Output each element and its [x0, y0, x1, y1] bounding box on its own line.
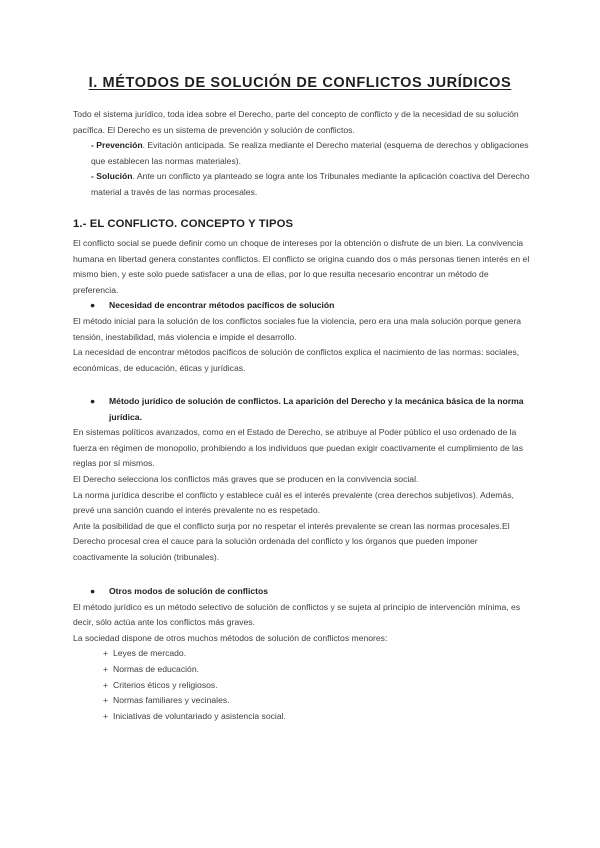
section-intro-block [73, 236, 533, 376]
prevencion-text: . Evitación anticipada. Se realiza mediante el Derecho material (esquema de derechos y obligaciones que establecen las normas materiales). [91, 140, 529, 166]
plus-icon: + [103, 663, 109, 674]
list-item [73, 678, 533, 694]
plus-icon: + [103, 648, 109, 659]
bullet-icon: ● [90, 396, 96, 406]
bullet-heading-text: Método jurídico de solución de conflictos. La aparición del Derecho y la mecánica básica de la norma jurídica. [109, 396, 524, 422]
paragraph: En sistemas políticos avanzados, como en el Estado de Derecho, se atribuye al Poder público el uso ordenado de la fuerza en régimen de monopolio, prohibiendo a los individuos que puedan exigir coactivamente el cumplimiento de las reglas por sí mismos. [73, 427, 524, 469]
section-juridico-block [73, 394, 533, 566]
bullet-heading-metodos-pacificos [73, 298, 533, 314]
list-item [73, 646, 533, 662]
bullet-icon: ● [90, 300, 96, 311]
prevencion-paragraph [73, 138, 533, 169]
bullet-heading-otros-modos [73, 584, 533, 600]
methods-list [73, 646, 533, 724]
plus-icon: + [103, 710, 109, 721]
list-item [73, 693, 533, 709]
list-item [73, 709, 533, 725]
bullet-heading-text: Otros modos de solución de conflictos [109, 586, 269, 596]
paragraph: El método jurídico es un método selectivo de solución de conflictos y se sujeta al principio de intervención mínima, es decir, sólo actúa ante los conflictos más graves. [73, 601, 521, 628]
paragraph: El Derecho selecciona los conflictos más graves que se producen en la convivencia social. [73, 473, 419, 484]
list-item-text: Normas familiares y vecinales. [113, 695, 230, 706]
list-item-text: Iniciativas de voluntariado y asistencia social. [113, 710, 286, 721]
page-title: I. MÉTODOS DE SOLUCIÓN DE CONFLICTOS JURÍDICOS [88, 75, 512, 91]
section-heading: 1.- EL CONFLICTO. CONCEPTO Y TIPOS [73, 218, 294, 230]
solucion-text: . Ante un conflicto ya planteado se logra ante los Tribunales mediante la aplicación coactiva del Derecho material a través de las normas procesales. [91, 171, 530, 197]
section-otros-block [73, 584, 533, 724]
bullet-icon: ● [90, 586, 96, 596]
list-item [73, 662, 533, 678]
conflict-definition-paragraph: El conflicto social se puede definir como un choque de intereses por la obtención o disfrute de un bien. La convivencia humana en libertad genera constantes conflictos. El conflicto se origina cuando dos o más personas tienen interés en el mismo bien, y este solo puede satisfacer a una de ellas, por lo que resulta necesario encontrar un método de preferencia. [73, 238, 530, 295]
bullet-heading-metodo-juridico [73, 394, 533, 425]
intro-block [73, 107, 533, 201]
paragraph: La norma jurídica describe el conflicto y establece cuál es el interés prevalente (crea derechos subjetivos). Además, prevé una sanción cuando el interés prevalente no es respetado. [73, 489, 514, 516]
paragraph: El método inicial para la solución de los conflictos sociales fue la violencia, pero era una mala solución porque genera tensión, inestabilidad, más violencia e impide el desarrollo. [73, 315, 522, 342]
solucion-label: - Solución [91, 171, 133, 182]
plus-icon: + [103, 679, 109, 690]
plus-icon: + [103, 695, 109, 706]
list-item-text: Criterios éticos y religiosos. [113, 679, 218, 690]
bullet-heading-text: Necesidad de encontrar métodos pacíficos de solución [109, 300, 335, 311]
solucion-paragraph [73, 169, 533, 200]
paragraph: La necesidad de encontrar métodos pacíficos de solución de conflictos explica el nacimiento de las normas: sociales, económicas, de educación, éticas y jurídicas. [73, 347, 520, 373]
paragraph: La sociedad dispone de otros muchos métodos de solución de conflictos menores: [73, 632, 388, 643]
list-item-text: Normas de educación. [113, 663, 199, 674]
prevencion-label: - Prevención [91, 140, 143, 151]
intro-paragraph: Todo el sistema jurídico, toda idea sobre el Derecho, parte del concepto de conflicto y de la necesidad de su solución pacífica. El Derecho es un sistema de prevención y solución de conflictos. [73, 109, 519, 135]
paragraph: Ante la posibilidad de que el conflicto surja por no respetar el interés prevalente se crean las normas procesales.El Derecho procesal crea el cauce para la solución ordenada del conflicto y los órganos que pueden imponer coactivamente la solución (tribunales). [73, 520, 510, 562]
list-item-text: Leyes de mercado. [113, 648, 187, 659]
